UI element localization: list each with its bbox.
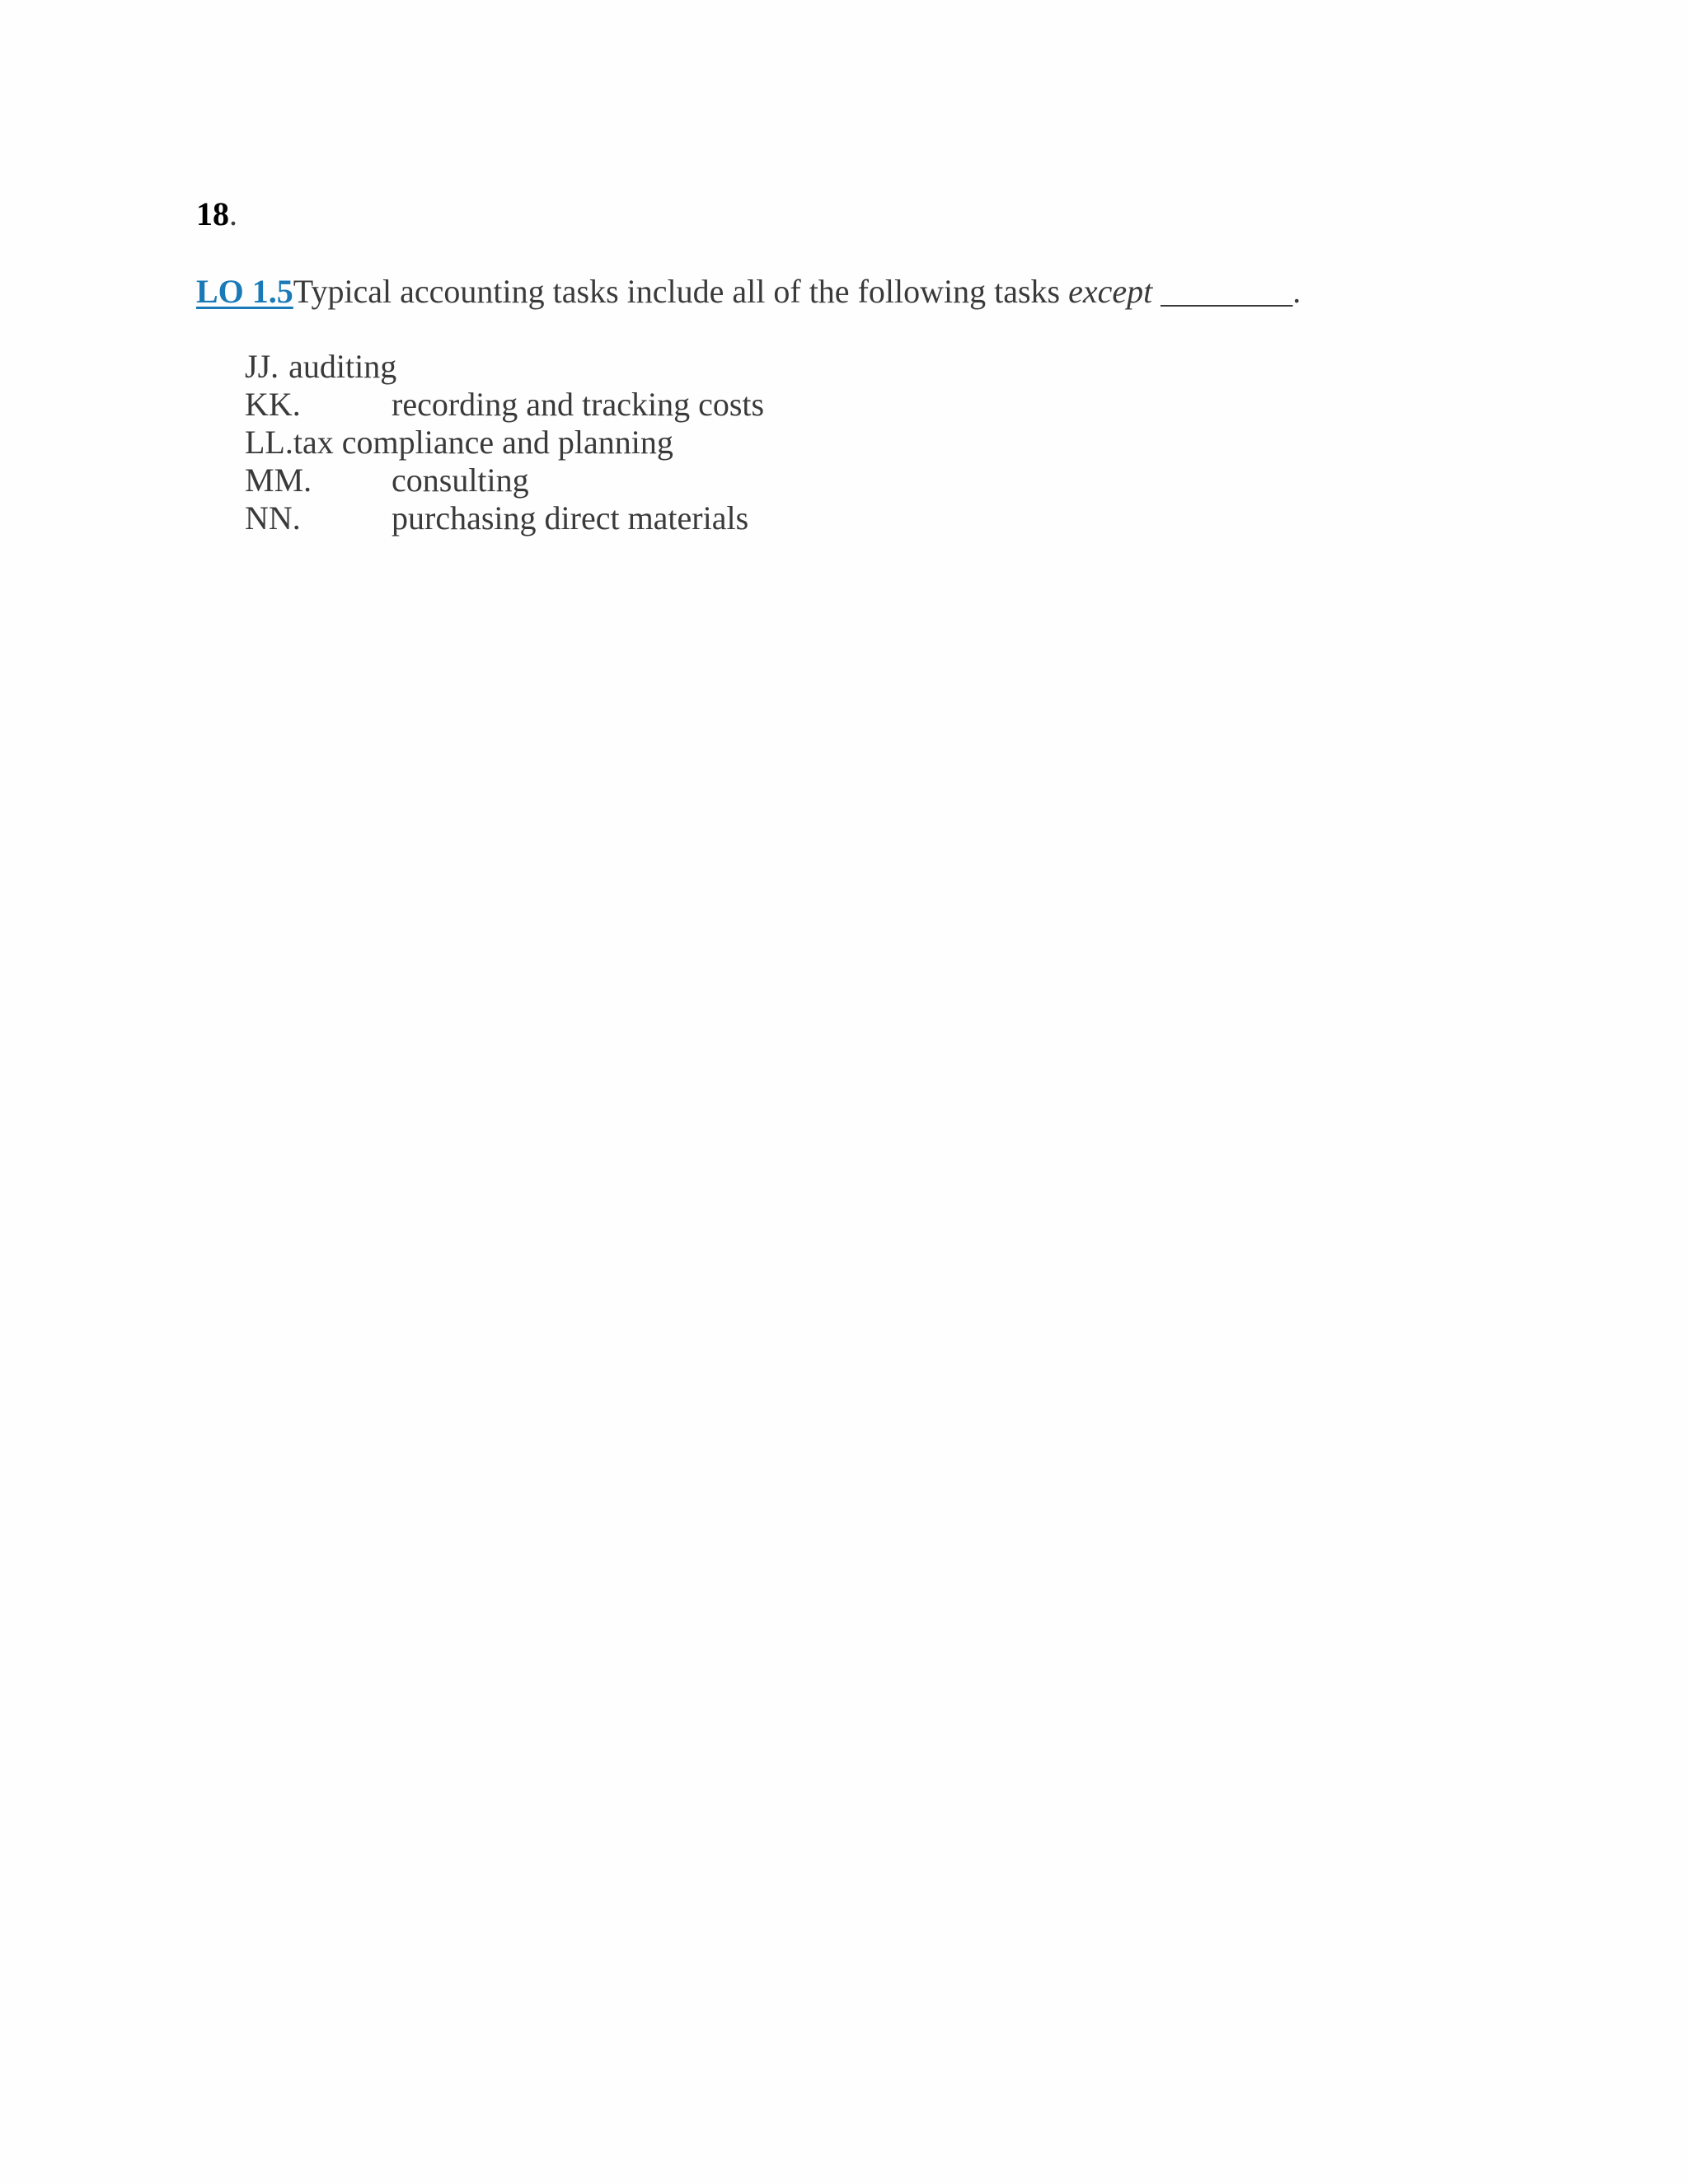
option-letter: LL. (245, 424, 293, 461)
question-emphasis: except (1068, 273, 1153, 310)
option-kk (245, 386, 764, 424)
option-text: consulting (392, 462, 529, 499)
question-number-suffix: . (229, 195, 237, 232)
question-number (196, 194, 237, 234)
option-text: auditing (288, 348, 397, 385)
option-letter: KK. (245, 386, 301, 423)
option-letter: JJ. (245, 348, 279, 385)
option-text: purchasing direct materials (392, 499, 749, 537)
answer-blank: ________. (1160, 273, 1301, 310)
option-text: recording and tracking costs (392, 386, 765, 423)
option-ll (245, 424, 764, 462)
question-text: Typical accounting tasks include all of the following tasks (293, 273, 1069, 310)
learning-objective-link[interactable]: LO 1.5 (196, 273, 293, 310)
option-letter: MM. (245, 462, 312, 499)
option-nn (245, 499, 764, 537)
option-letter: NN. (245, 499, 301, 537)
question-number-value: 18 (196, 195, 229, 232)
option-mm (245, 462, 764, 499)
option-text: tax compliance and planning (293, 424, 673, 461)
answer-options (245, 348, 764, 537)
option-jj (245, 348, 764, 386)
question-stem (196, 272, 1301, 312)
